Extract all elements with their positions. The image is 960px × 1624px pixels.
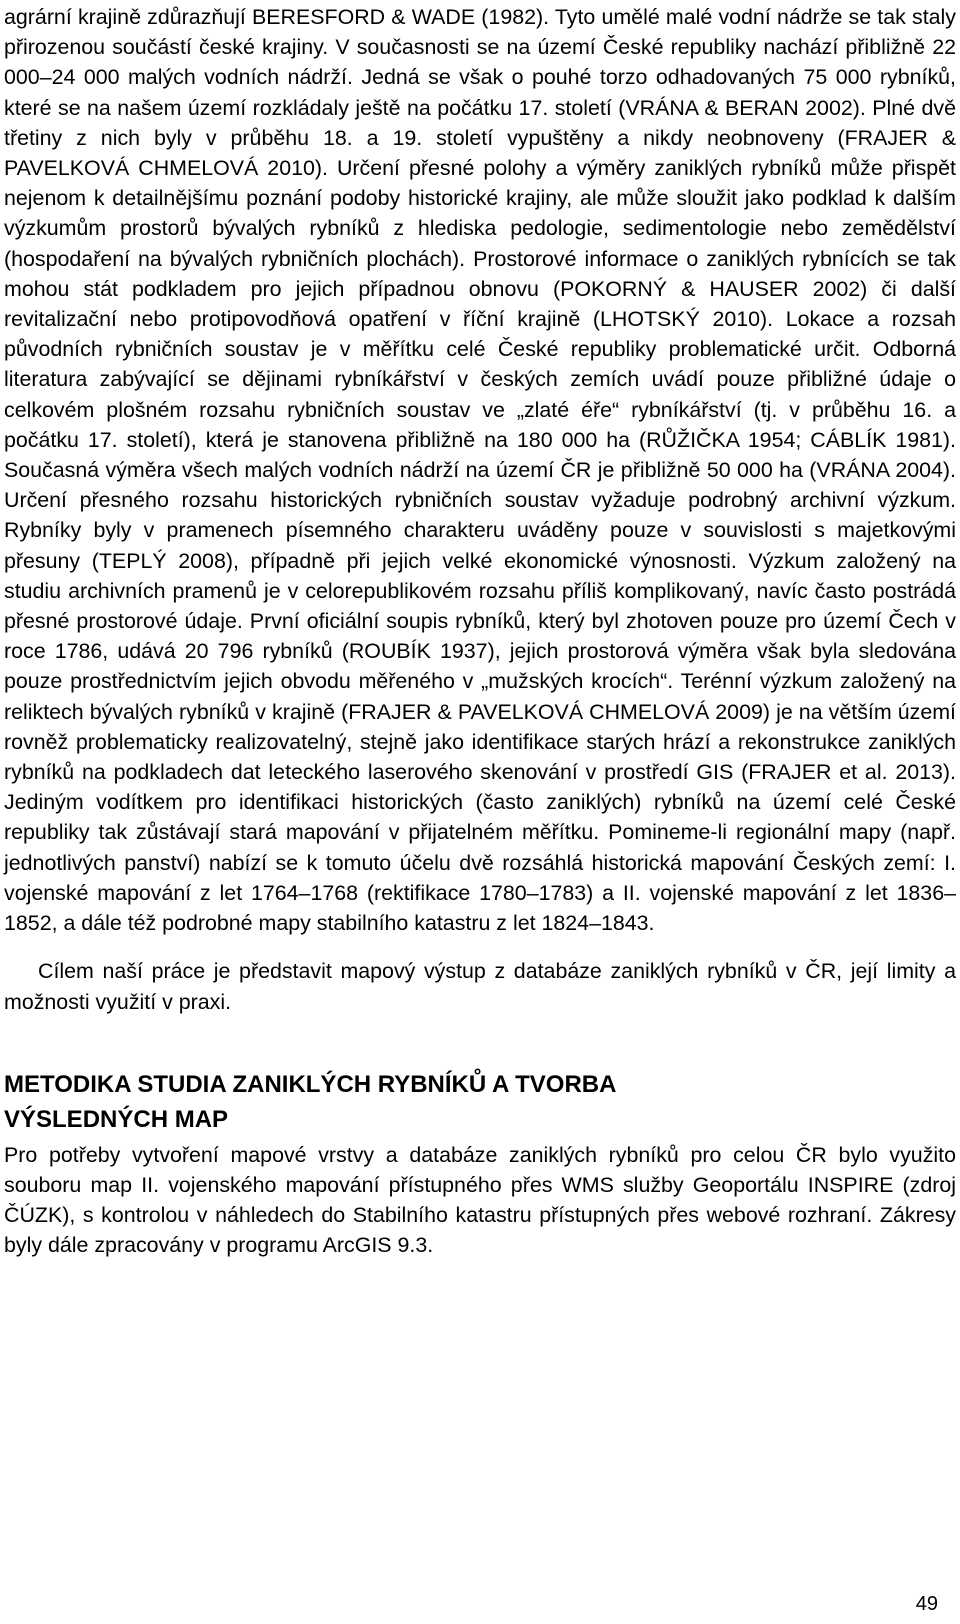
body-paragraph-3: Pro potřeby vytvoření mapové vrstvy a databáze zaniklých rybníků pro celou ČR bylo využito souboru map II. vojenského mapování přístupného přes WMS služby Geoportálu INSPIRE (zdroj ČÚZK), s kontrolou v náhledech do Stabilního katastru přístupných přes webové rozhraní. Zákresy byly dále zpracovány v programu ArcGIS 9.3.	[4, 1142, 956, 1258]
body-paragraph-1: agrární krajině zdůrazňují BERESFORD & WADE (1982). Tyto umělé malé vodní nádrže se tak staly přirozenou součástí české krajiny. V současnosti se na území České republiky nachází přibližně 22 000–24 000 malých vodních nádrží. Jedná se však o pouhé torzo odhadovaných 75 000 rybníků, které se na našem území rozkládaly ještě na počátku 17. století (VRÁNA & BERAN 2002). Plné dvě třetiny z nich byly v průběhu 18. a 19. století vypuštěny a nikdy neobnoveny (FRAJER & PAVELKOVÁ CHMELOVÁ 2010). Určení přesné polohy a výměry zaniklých rybníků může přispět nejenom k detailnějšímu poznání podoby historické krajiny, ale může sloužit jako podklad k dalším výzkumům prostorů bývalých rybníků z hlediska pedologie, sedimentologie nebo zemědělství (hospodaření na bývalých rybničních plochách). Prostorové informace o zaniklých rybnících se tak mohou stát podkladem pro jejich případnou obnovu (POKORNÝ & HAUSER 2002) či další revitalizační nebo protipovodňová opatření v říční krajině (LHOTSKÝ 2010). Lokace a rozsah původních rybničních soustav je v měřítku celé České republiky problematické určit. Odborná literatura zabývající se dějinami rybníkářství v českých zemích uvádí pouze přibližné údaje o celkovém plošném rozsahu rybničních soustav ve „zlaté éře“ rybníkářství (tj. v průběhu 16. a počátku 17. století), která je stanovena přibližně na 180 000 ha (RŮŽIČKA 1954; CÁBLÍK 1981). Současná výměra všech malých vodních nádrží na území ČR je přibližně 50 000 ha (VRÁNA 2004). Určení přesného rozsahu historických rybničních soustav vyžaduje podrobný archivní výzkum. Rybníky byly v pramenech písemného charakteru uváděny pouze v souvislosti s majetkovými přesuny (TEPLÝ 2008), případně při jejich velké ekonomické výnosnosti. Výzkum založený na studiu archivních pramenů je v celorepublikovém rozsahu příliš komplikovaný, navíc často postrádá přesné prostorové údaje. První oficiální soupis rybníků, který byl zhotoven pouze pro území Čech v roce 1786, udává 20 796 rybníků (ROUBÍK 1937), jejich prostorová výměra však byla sledována pouze prostřednictvím jejich obvodu měřeného v „mužských krocích“. Terénní výzkum založený na reliktech bývalých rybníků v krajině (FRAJER & PAVELKOVÁ CHMELOVÁ 2009) je na větším území rovněž problematicky realizovatelný, stejně jako identifikace starých hrází a rekonstrukce zaniklých rybníků na podkladech dat leteckého laserového skenování v prostředí GIS (FRAJER et al. 2013). Jediným vodítkem pro identifikaci historických (často zaniklých) rybníků na území celé České republiky tak zůstávají stará mapování v přijatelném měřítku. Pomineme-li regionální mapy (např. jednotlivých panství) nabízí se k tomuto účelu dvě rozsáhlá historická mapování Českých zemí: I. vojenské mapování z let 1764–1768 (rektifikace 1780–1783) a II. vojenské mapování z let 1836–1852, a dále též podrobné mapy stabilního katastru z let 1824–1843.	[4, 5, 956, 936]
section-heading: METODIKA STUDIA ZANIKLÝCH RYBNÍKŮ A TVORBA VÝSLEDNÝCH MAP	[4, 1070, 616, 1133]
page-number: 49	[915, 1593, 938, 1615]
document-page	[4, 0, 956, 1261]
body-paragraph-2: Cílem naší práce je představit mapový výstup z databáze zaniklých rybníků v ČR, její limity a možnosti využití v praxi.	[4, 959, 956, 1014]
